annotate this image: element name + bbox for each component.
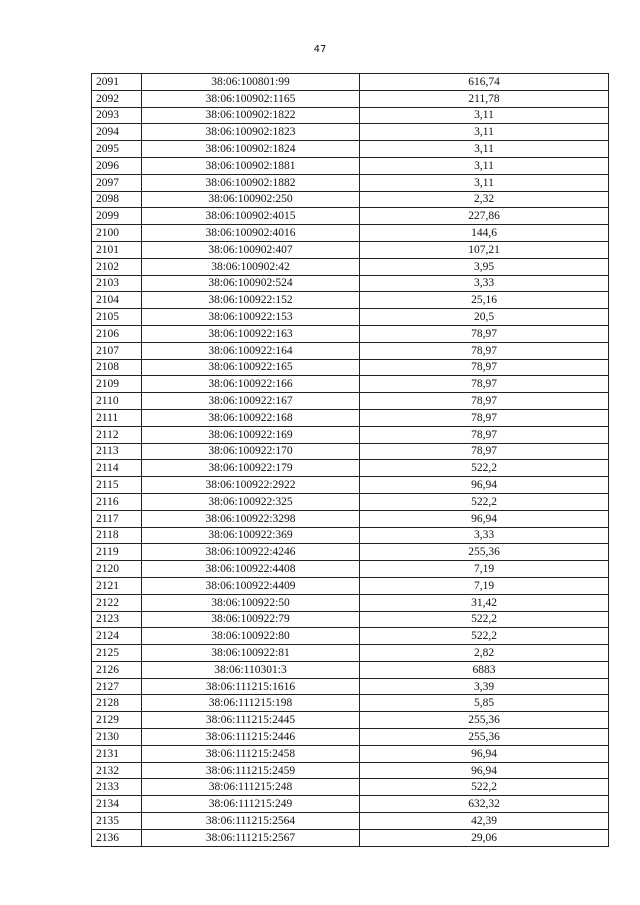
value-cell: 632,32 <box>360 796 609 813</box>
table-row <box>92 241 609 258</box>
cadastral-table <box>91 73 609 847</box>
row-number-cell: 2122 <box>92 594 142 611</box>
table-row <box>92 74 609 91</box>
cadastral-number-cell: 38:06:100902:1882 <box>142 174 360 191</box>
row-number-cell: 2114 <box>92 460 142 477</box>
value-cell: 78,97 <box>360 325 609 342</box>
row-number-cell: 2110 <box>92 393 142 410</box>
table-row <box>92 342 609 359</box>
table-row <box>92 157 609 174</box>
cadastral-number-cell: 38:06:100922:2922 <box>142 477 360 494</box>
value-cell: 2,82 <box>360 645 609 662</box>
row-number-cell: 2097 <box>92 174 142 191</box>
cadastral-number-cell: 38:06:100922:169 <box>142 426 360 443</box>
cadastral-number-cell: 38:06:100922:79 <box>142 611 360 628</box>
cadastral-number-cell: 38:06:111215:249 <box>142 796 360 813</box>
table-row <box>92 678 609 695</box>
value-cell: 78,97 <box>360 426 609 443</box>
value-cell: 6883 <box>360 661 609 678</box>
value-cell: 78,97 <box>360 409 609 426</box>
row-number-cell: 2116 <box>92 493 142 510</box>
cadastral-number-cell: 38:06:100902:4016 <box>142 225 360 242</box>
table-row <box>92 695 609 712</box>
table-row <box>92 477 609 494</box>
value-cell: 255,36 <box>360 712 609 729</box>
value-cell: 522,2 <box>360 611 609 628</box>
table-row <box>92 813 609 830</box>
cadastral-number-cell: 38:06:111215:2567 <box>142 829 360 846</box>
row-number-cell: 2125 <box>92 645 142 662</box>
table-row <box>92 829 609 846</box>
table-row <box>92 712 609 729</box>
cadastral-number-cell: 38:06:100902:4015 <box>142 208 360 225</box>
cadastral-number-cell: 38:06:100922:81 <box>142 645 360 662</box>
cadastral-number-cell: 38:06:100922:3298 <box>142 510 360 527</box>
row-number-cell: 2119 <box>92 544 142 561</box>
value-cell: 25,16 <box>360 292 609 309</box>
row-number-cell: 2132 <box>92 762 142 779</box>
table-row <box>92 174 609 191</box>
table-row <box>92 594 609 611</box>
table-row <box>92 645 609 662</box>
row-number-cell: 2131 <box>92 745 142 762</box>
cadastral-number-cell: 38:06:100902:407 <box>142 241 360 258</box>
row-number-cell: 2135 <box>92 813 142 830</box>
table-row <box>92 493 609 510</box>
value-cell: 3,11 <box>360 124 609 141</box>
table-row <box>92 460 609 477</box>
table-row <box>92 309 609 326</box>
row-number-cell: 2092 <box>92 90 142 107</box>
value-cell: 20,5 <box>360 309 609 326</box>
cadastral-number-cell: 38:06:100801:99 <box>142 74 360 91</box>
row-number-cell: 2134 <box>92 796 142 813</box>
table-row <box>92 510 609 527</box>
value-cell: 3,33 <box>360 275 609 292</box>
value-cell: 3,11 <box>360 107 609 124</box>
value-cell: 255,36 <box>360 544 609 561</box>
row-number-cell: 2111 <box>92 409 142 426</box>
cadastral-number-cell: 38:06:100922:153 <box>142 309 360 326</box>
row-number-cell: 2112 <box>92 426 142 443</box>
table-row <box>92 611 609 628</box>
cadastral-number-cell: 38:06:111215:198 <box>142 695 360 712</box>
cadastral-number-cell: 38:06:100922:168 <box>142 409 360 426</box>
table-row <box>92 729 609 746</box>
cadastral-number-cell: 38:06:100902:1822 <box>142 107 360 124</box>
cadastral-number-cell: 38:06:100922:80 <box>142 628 360 645</box>
row-number-cell: 2118 <box>92 527 142 544</box>
cadastral-number-cell: 38:06:100922:164 <box>142 342 360 359</box>
table-row <box>92 426 609 443</box>
table-row <box>92 527 609 544</box>
cadastral-number-cell: 38:06:100902:1881 <box>142 157 360 174</box>
cadastral-number-cell: 38:06:111215:2458 <box>142 745 360 762</box>
row-number-cell: 2124 <box>92 628 142 645</box>
value-cell: 29,06 <box>360 829 609 846</box>
value-cell: 3,39 <box>360 678 609 695</box>
value-cell: 96,94 <box>360 477 609 494</box>
value-cell: 78,97 <box>360 376 609 393</box>
value-cell: 5,85 <box>360 695 609 712</box>
row-number-cell: 2128 <box>92 695 142 712</box>
value-cell: 255,36 <box>360 729 609 746</box>
cadastral-number-cell: 38:06:111215:2446 <box>142 729 360 746</box>
value-cell: 7,19 <box>360 561 609 578</box>
cadastral-number-cell: 38:06:100922:170 <box>142 443 360 460</box>
value-cell: 522,2 <box>360 779 609 796</box>
table-row <box>92 393 609 410</box>
row-number-cell: 2098 <box>92 191 142 208</box>
cadastral-number-cell: 38:06:111215:2445 <box>142 712 360 729</box>
table-row <box>92 577 609 594</box>
table-row <box>92 90 609 107</box>
cadastral-number-cell: 38:06:100922:179 <box>142 460 360 477</box>
table-body <box>92 74 609 847</box>
cadastral-number-cell: 38:06:110301:3 <box>142 661 360 678</box>
row-number-cell: 2103 <box>92 275 142 292</box>
value-cell: 522,2 <box>360 460 609 477</box>
value-cell: 3,11 <box>360 174 609 191</box>
value-cell: 78,97 <box>360 342 609 359</box>
cadastral-number-cell: 38:06:100922:167 <box>142 393 360 410</box>
value-cell: 96,94 <box>360 510 609 527</box>
row-number-cell: 2120 <box>92 561 142 578</box>
row-number-cell: 2108 <box>92 359 142 376</box>
value-cell: 211,78 <box>360 90 609 107</box>
table-row <box>92 376 609 393</box>
cadastral-number-cell: 38:06:100922:369 <box>142 527 360 544</box>
row-number-cell: 2102 <box>92 258 142 275</box>
row-number-cell: 2113 <box>92 443 142 460</box>
row-number-cell: 2129 <box>92 712 142 729</box>
value-cell: 522,2 <box>360 628 609 645</box>
row-number-cell: 2123 <box>92 611 142 628</box>
value-cell: 3,11 <box>360 141 609 158</box>
row-number-cell: 2109 <box>92 376 142 393</box>
value-cell: 3,11 <box>360 157 609 174</box>
value-cell: 3,95 <box>360 258 609 275</box>
row-number-cell: 2130 <box>92 729 142 746</box>
table-row <box>92 292 609 309</box>
value-cell: 78,97 <box>360 359 609 376</box>
table-row <box>92 359 609 376</box>
cadastral-number-cell: 38:06:100922:163 <box>142 325 360 342</box>
row-number-cell: 2106 <box>92 325 142 342</box>
value-cell: 31,42 <box>360 594 609 611</box>
row-number-cell: 2093 <box>92 107 142 124</box>
table-row <box>92 107 609 124</box>
row-number-cell: 2126 <box>92 661 142 678</box>
row-number-cell: 2127 <box>92 678 142 695</box>
table-row <box>92 275 609 292</box>
table-row <box>92 141 609 158</box>
value-cell: 227,86 <box>360 208 609 225</box>
cadastral-number-cell: 38:06:111215:1616 <box>142 678 360 695</box>
cadastral-number-cell: 38:06:100902:1824 <box>142 141 360 158</box>
cadastral-number-cell: 38:06:100902:42 <box>142 258 360 275</box>
cadastral-number-cell: 38:06:100902:524 <box>142 275 360 292</box>
value-cell: 7,19 <box>360 577 609 594</box>
value-cell: 616,74 <box>360 74 609 91</box>
cadastral-number-cell: 38:06:100922:325 <box>142 493 360 510</box>
row-number-cell: 2091 <box>92 74 142 91</box>
cadastral-number-cell: 38:06:111215:248 <box>142 779 360 796</box>
row-number-cell: 2096 <box>92 157 142 174</box>
row-number-cell: 2101 <box>92 241 142 258</box>
table-row <box>92 779 609 796</box>
value-cell: 3,33 <box>360 527 609 544</box>
cadastral-number-cell: 38:06:100922:4408 <box>142 561 360 578</box>
table-row <box>92 762 609 779</box>
table-row <box>92 124 609 141</box>
table-row <box>92 796 609 813</box>
cadastral-number-cell: 38:06:100922:152 <box>142 292 360 309</box>
table-row <box>92 661 609 678</box>
cadastral-number-cell: 38:06:100902:1165 <box>142 90 360 107</box>
table-row <box>92 443 609 460</box>
cadastral-number-cell: 38:06:100922:50 <box>142 594 360 611</box>
cadastral-number-cell: 38:06:100922:165 <box>142 359 360 376</box>
row-number-cell: 2099 <box>92 208 142 225</box>
row-number-cell: 2121 <box>92 577 142 594</box>
row-number-cell: 2094 <box>92 124 142 141</box>
page-number: 47 <box>313 44 327 55</box>
table-row <box>92 409 609 426</box>
row-number-cell: 2095 <box>92 141 142 158</box>
value-cell: 96,94 <box>360 745 609 762</box>
value-cell: 78,97 <box>360 443 609 460</box>
row-number-cell: 2104 <box>92 292 142 309</box>
value-cell: 144,6 <box>360 225 609 242</box>
value-cell: 78,97 <box>360 393 609 410</box>
table-row <box>92 561 609 578</box>
row-number-cell: 2136 <box>92 829 142 846</box>
table-row <box>92 225 609 242</box>
cadastral-number-cell: 38:06:100922:4246 <box>142 544 360 561</box>
table-row <box>92 191 609 208</box>
value-cell: 2,32 <box>360 191 609 208</box>
table-row <box>92 544 609 561</box>
table-row <box>92 745 609 762</box>
table-row <box>92 628 609 645</box>
value-cell: 522,2 <box>360 493 609 510</box>
cadastral-number-cell: 38:06:111215:2459 <box>142 762 360 779</box>
value-cell: 42,39 <box>360 813 609 830</box>
row-number-cell: 2100 <box>92 225 142 242</box>
row-number-cell: 2117 <box>92 510 142 527</box>
value-cell: 107,21 <box>360 241 609 258</box>
row-number-cell: 2105 <box>92 309 142 326</box>
row-number-cell: 2107 <box>92 342 142 359</box>
table-row <box>92 258 609 275</box>
table-row <box>92 208 609 225</box>
cadastral-number-cell: 38:06:100902:1823 <box>142 124 360 141</box>
value-cell: 96,94 <box>360 762 609 779</box>
cadastral-number-cell: 38:06:100922:166 <box>142 376 360 393</box>
table-row <box>92 325 609 342</box>
cadastral-number-cell: 38:06:111215:2564 <box>142 813 360 830</box>
cadastral-number-cell: 38:06:100922:4409 <box>142 577 360 594</box>
row-number-cell: 2133 <box>92 779 142 796</box>
cadastral-number-cell: 38:06:100902:250 <box>142 191 360 208</box>
row-number-cell: 2115 <box>92 477 142 494</box>
